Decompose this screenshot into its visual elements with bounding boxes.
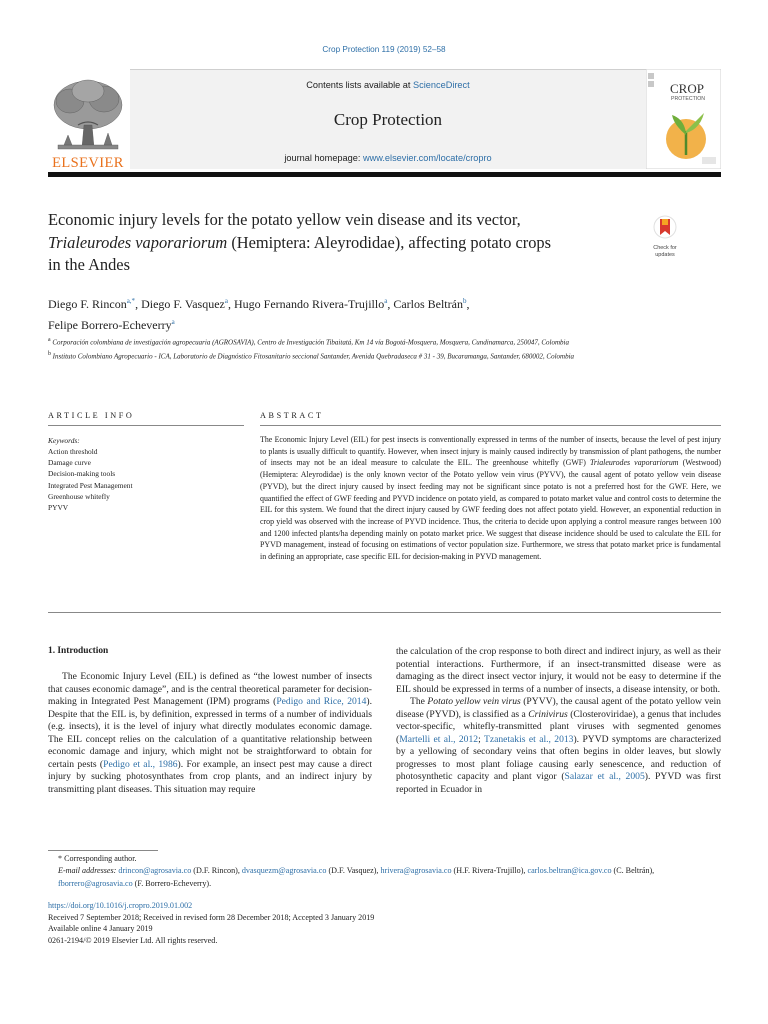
paragraph: the calculation of the crop response to both direct and indirect injury, as well as their potential interactions. Furthermore, if an insect-transmitted disease were as damaging as the direct insect vector injury, it would not be easy to determine if the EIL should be expressed in terms of a number of insects, a disease intensity, or both.	[396, 646, 721, 695]
check-badge-line-2: updates	[655, 251, 675, 258]
reference-link[interactable]: Martelli et al., 2012	[399, 733, 479, 745]
reference-link[interactable]: Salazar et al., 2005	[564, 771, 645, 782]
footnotes	[48, 853, 721, 890]
paragraph-text: (Closteroviridae), a genus that includes vector-specific, whitefly-transmitted plant viruses with segmented genomes (	[396, 708, 721, 745]
email-link[interactable]: fborrero@agrosavia.co	[58, 878, 133, 888]
body-column-left	[48, 671, 372, 796]
author-separator: ,	[466, 297, 470, 311]
paragraph	[396, 696, 721, 796]
masthead-rule	[48, 172, 721, 177]
author-affiliation-mark[interactable]: a	[224, 297, 228, 305]
author-line-1	[48, 292, 648, 313]
paragraph-text: ;	[478, 733, 484, 745]
abstract-rule	[260, 425, 721, 426]
article-title	[48, 209, 628, 277]
author-line-2	[48, 313, 648, 334]
cover-title-crop: CROP	[670, 81, 704, 96]
keywords-label: Keywords:	[48, 436, 80, 445]
section-heading-introduction: 1. Introduction	[48, 646, 109, 656]
contents-prefix: Contents lists available at	[306, 80, 414, 90]
article-metadata	[48, 900, 721, 946]
email-label: E-mail addresses:	[58, 866, 119, 876]
affiliation-item	[48, 349, 648, 362]
paragraph-text: The	[410, 696, 428, 707]
author-name[interactable]: Hugo Fernando Rivera-Trujillo	[233, 297, 385, 311]
abstract-text: The Economic Injury Level (EIL) for pest insects is conventionally expressed in terms of the number of insects, because the level of pest injury to plants is usually difficult to quantify. However, when insect injury is mainly caused indirectly by transmission of plant pathogens, the number of insects may not be an ideal measure to calculate the EIL. The greenhouse whitefly (GWF)	[260, 435, 721, 468]
affiliation-mark: a	[48, 337, 51, 343]
abstract-bottom-rule	[48, 612, 721, 613]
paragraph	[48, 671, 372, 796]
email-link[interactable]: dvasquezm@agrosavia.co	[241, 866, 327, 876]
keywords-list	[48, 446, 133, 513]
title-line-2	[48, 232, 628, 255]
abstract-heading: ABSTRACT	[260, 411, 324, 420]
abstract-species: Trialeurodes vaporariorum	[589, 458, 679, 468]
author-affiliation-mark[interactable]: b	[462, 297, 467, 305]
email-link[interactable]: drincon@agrosavia.co	[118, 866, 192, 876]
affiliation-text: Instituto Colombiano Agropecuario - ICA, Laboratorio de Diagnóstico Fitosanitario seccional Santander, Avenida Quebradaseca # 31 - 39, Bucaramanga, Santander, 680002, Colombia	[52, 352, 575, 361]
keyword-item: Greenhouse whitefly	[48, 491, 110, 501]
elsevier-logo[interactable]	[48, 75, 128, 171]
asterisk-mark: *	[58, 854, 63, 863]
homepage-link[interactable]: www.elsevier.com/locate/cropro	[362, 153, 492, 163]
email-owner: (H.F. Rivera-Trujillo),	[451, 866, 528, 876]
doi-link[interactable]: https://doi.org/10.1016/j.cropro.2019.01.002	[48, 901, 193, 910]
keyword-item: Action threshold	[48, 447, 98, 456]
email-link[interactable]: hrivera@agrosavia.co	[380, 866, 452, 876]
footnote-rule	[48, 850, 158, 851]
author-separator: ,	[227, 297, 234, 311]
check-for-updates-badge[interactable]	[648, 215, 682, 258]
paragraph-text: The Economic Injury Level (EIL) is defined as “the lowest number of insects that causes economic damage”, and is the central theoretical parameter for decision-making in Integrated Pest Management (IPM) programs (	[48, 671, 372, 707]
author-affiliation-mark[interactable]: a	[171, 318, 175, 326]
author-name[interactable]: Carlos Beltrán	[393, 297, 463, 311]
author-separator: ,	[135, 297, 142, 311]
received-dates: Received 7 September 2018; Received in revised form 28 December 2018; Accepted 3 January 2019	[48, 912, 375, 922]
email-owner: (D.F. Vasquez),	[326, 866, 381, 876]
genus-name: Crinivirus	[528, 708, 568, 720]
author-name[interactable]: Diego F. Rincon	[48, 297, 127, 311]
author-affiliation-mark[interactable]: a,*	[126, 297, 136, 305]
author-name[interactable]: Felipe Borrero-Echeverry	[48, 318, 172, 332]
article-info-heading: ARTICLE INFO	[48, 411, 135, 420]
bookmark-icon	[648, 215, 682, 239]
title-line-3: in the Andes	[48, 255, 130, 274]
journal-masthead	[48, 69, 721, 172]
author-list	[48, 292, 648, 334]
check-badge-line-1: Check for	[653, 245, 677, 251]
reference-link[interactable]: Pedigo et al., 1986	[103, 758, 178, 770]
corresponding-text: Corresponding author.	[64, 854, 137, 863]
paragraph-text: ). PYVD was first reported in Ecuador in	[396, 771, 721, 795]
journal-citation[interactable]: Crop Protection 119 (2019) 52–58	[322, 45, 446, 54]
paragraph-text: (PYVV), the causal agent of the potato yellow vein disease (PYVD), is classified as a	[396, 696, 721, 720]
author-affiliation-mark[interactable]: a	[384, 297, 388, 305]
email-owner: (C. Beltrán),	[611, 866, 655, 876]
abstract-text: (Westwood) (Hemiptera: Aleyrodidae) is the only known vector of the Potato yellow vein virus (PYVV), the causal agent of potato yellow vein disease (PYVD), but the direct injury caused by insect feeding may not be significant since potato is not a preferred host for the GWF. Here, we quantified the effect of GWF feeding and PYVD incidence on potato yield, as compared to potato market value and control costs to determine the EIL for this system. We found that the direct injury caused by GWF feeding does not affect potato yield. However, an exponential reduction in crop yield was observed with the increase of PYVD incidence. Thus, the criteria to decide upon applying a control measure ranges between 100 and 1200 infected plants/ha depending mainly on potato market price. We suggest that disease incidence should be used to calculate the EIL for PYVD management, instead of focusing on estimations of vector population size. Furthermore, we stress that potato market price is fundamental in defining an appropriate, case specific EIL for decision-making in PYVD management.	[260, 458, 721, 562]
keyword-item: Decision-making tools	[48, 469, 116, 479]
author-separator: ,	[387, 297, 394, 311]
paragraph-text: ). For example, an insect pest may cause a direct injury by sucking photosynthates from crop plants, and an indirect injury by transmitting plant diseases. This situation may require	[48, 758, 372, 795]
elsevier-wordmark: ELSEVIER	[52, 155, 124, 171]
paragraph-text: ). Despite that the EIL is, by definition, expressed in terms of a number of individuals (e.g. insects), it is the level of injury what directly modulates economic damage. The EIL concept relies on the calculation of a quantitative relationship between economic damage and injury, which might not be straightforward to obtain for certain pests (	[48, 696, 372, 770]
paragraph-text: ). PYVD symptoms are characterized by a yellowing of secondary veins that often begins in older leaves, but slowly progresses to most plant foliage causing early senescence, and reduction of photosynthetic capacity and plant vigor (	[396, 733, 721, 782]
title-species: Trialeurodes vaporariorum	[48, 232, 228, 252]
journal-cover-thumbnail[interactable]	[646, 69, 721, 169]
reference-link[interactable]: Pedigo and Rice, 2014	[276, 696, 367, 707]
keyword-item: Damage curve	[48, 458, 91, 468]
email-link[interactable]: carlos.beltran@ica.gov.co	[527, 866, 612, 876]
affiliation-item	[48, 335, 648, 348]
copyright: 0261-2194/© 2019 Elsevier Ltd. All rights reserved.	[48, 935, 218, 945]
masthead-center	[130, 69, 646, 169]
journal-homepage-line	[130, 153, 646, 163]
homepage-prefix: journal homepage:	[284, 153, 363, 163]
corresponding-author-note	[48, 853, 721, 865]
sciencedirect-link[interactable]: ScienceDirect	[413, 80, 470, 90]
virus-name: Potato yellow vein virus	[427, 696, 521, 707]
available-online: Available online 4 January 2019	[48, 924, 153, 933]
affiliation-mark: b	[48, 351, 51, 358]
affiliation-text: Corporación colombiana de investigación agropecuaria (AGROSAVIA), Centro de Investigación Tibaitatá, Km 14 vía Bogotá-Mosquera, Mosquera, Cundinamarca, 250047, Colombia	[52, 338, 569, 347]
affiliation-list	[48, 335, 648, 363]
author-name[interactable]: Diego F. Vasquez	[141, 297, 225, 311]
contents-line	[130, 80, 646, 90]
keyword-item: PYVV	[48, 503, 69, 513]
title-line-1: Economic injury levels for the potato yellow vein disease and its vector,	[48, 210, 521, 229]
journal-title: Crop Protection	[333, 110, 443, 129]
body-column-right	[396, 646, 721, 796]
email-owner: (D.F. Rincon),	[191, 866, 242, 876]
reference-link[interactable]: Tzanetakis et al., 2013	[483, 733, 574, 745]
abstract-body	[260, 434, 721, 563]
cover-title-protection: PROTECTION	[671, 96, 706, 102]
title-line-2-rest: (Hemiptera: Aleyrodidae), affecting potato crops	[227, 232, 551, 252]
article-info-rule	[48, 425, 244, 426]
email-owner: (F. Borrero-Echeverry).	[132, 878, 212, 888]
email-addresses	[48, 865, 721, 890]
keyword-item: Integrated Pest Management	[48, 480, 133, 490]
